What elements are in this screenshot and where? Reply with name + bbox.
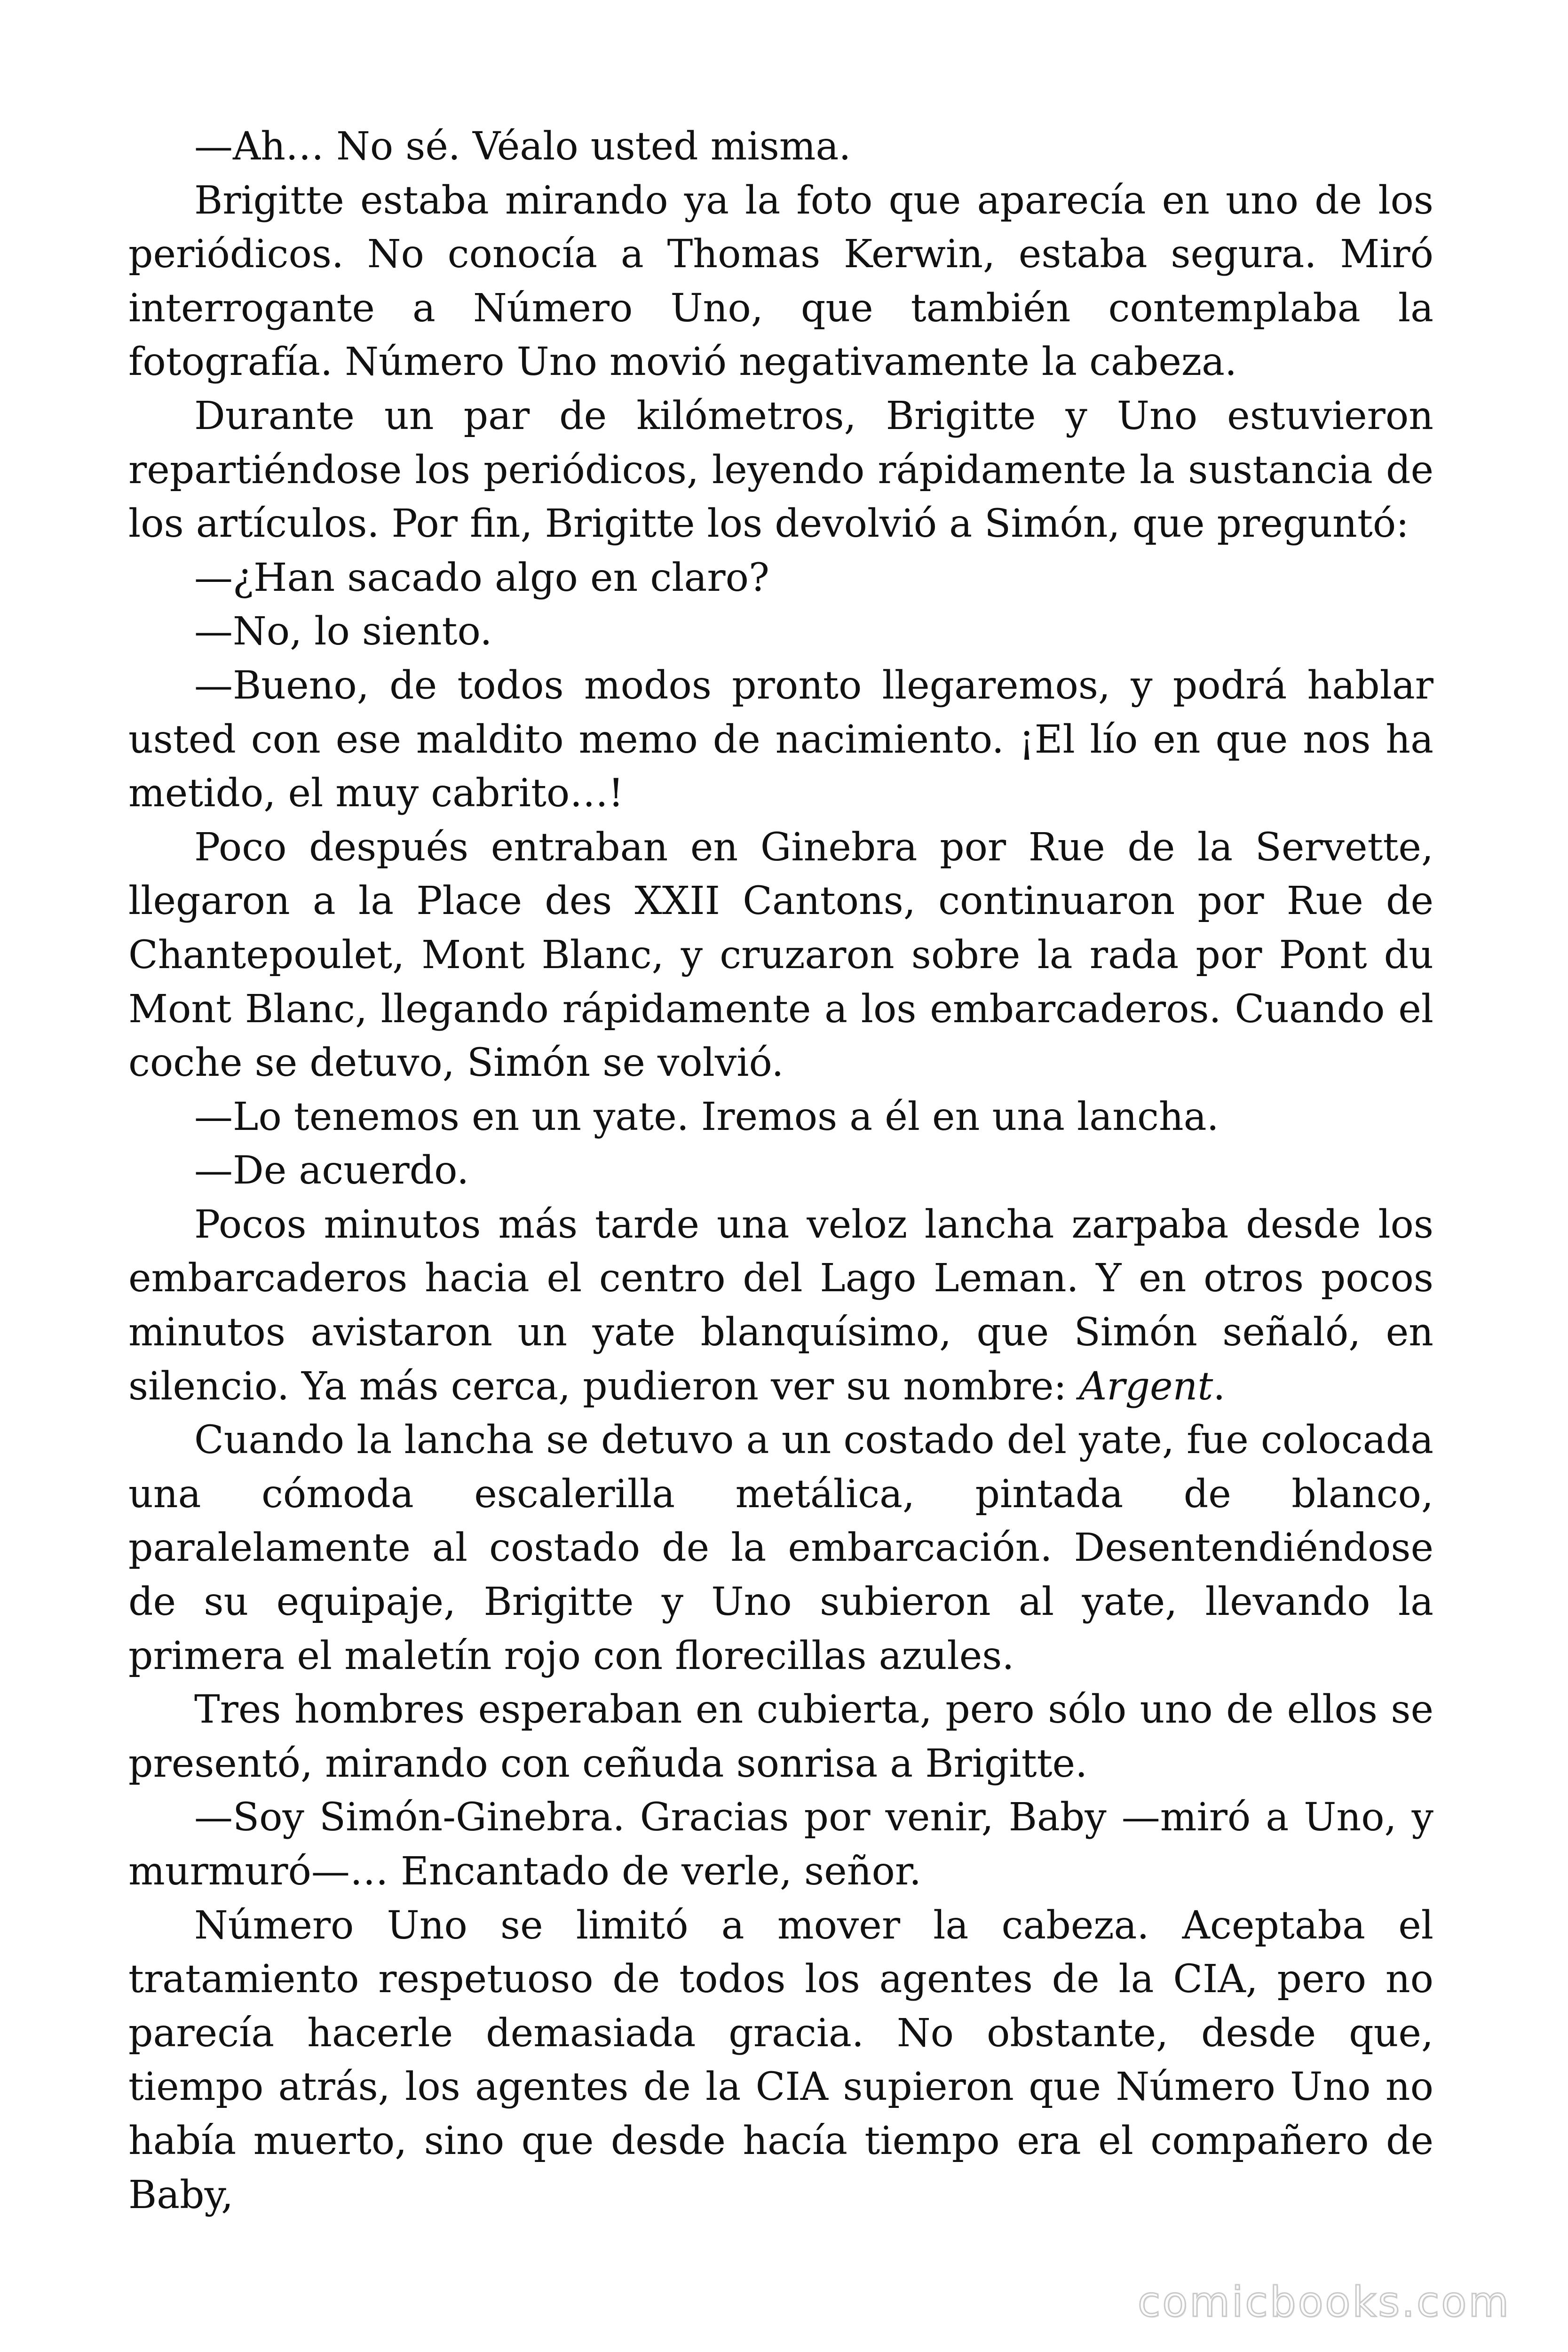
paragraph-11: Cuando la lancha se detuvo a un costado del yate, fue colocada una cómoda escalerilla metálica, pintada de blanco, paralelamente al costado de la embarcación. Desentendiéndose de su equipaje, Brigitte y Uno subieron al yate, llevando la primera el maletín rojo con florecillas azules.: [128, 1418, 1433, 1678]
paragraph-8: —Lo tenemos en un yate. Iremos a él en una lancha.: [194, 1094, 1219, 1139]
body-text: [128, 120, 1433, 2222]
yacht-name: Argent: [1079, 1364, 1213, 1409]
paragraph-4: —¿Han sacado algo en claro?: [194, 555, 769, 600]
paragraph-7: Poco después entraban en Ginebra por Rue de la Servette, llegaron a la Place des XXII Cantons, continuaron por Rue de Chantepoulet, Mont Blanc, y cruzaron sobre la rada por Pont du Mont Blanc, llegando rápidamente a los embarcaderos. Cuando el coche se detuvo, Simón se volvió.: [128, 825, 1433, 1086]
paragraph-5: —No, lo siento.: [194, 609, 492, 654]
paragraph-14: Número Uno se limitó a mover la cabeza. Aceptaba el tratamiento respetuoso de todos los agentes de la CIA, pero no parecía hacerle demasiada gracia. No obstante, desde que, tiempo atrás, los agentes de la CIA supieron que Número Uno no había muerto, sino que desde hacía tiempo era el compañero de Baby,: [128, 1903, 1433, 2217]
paragraph-6: —Bueno, de todos modos pronto llegaremos, y podrá hablar usted con ese maldito memo de nacimiento. ¡El lío en que nos ha metido, el muy cabrito…!: [128, 663, 1433, 816]
paragraph-10: [128, 1198, 1433, 1414]
paragraph-3: Durante un par de kilómetros, Brigitte y Uno estuvieron repartiéndose los periódicos, leyendo rápidamente la sustancia de los artículos. Por fin, Brigitte los devolvió a Simón, que preguntó:: [128, 393, 1433, 547]
watermark: comicbooks.com: [1137, 2278, 1511, 2326]
paragraph-1: —Ah… No sé. Véalo usted misma.: [194, 124, 851, 169]
paragraph-9: —De acuerdo.: [194, 1148, 469, 1193]
paragraph-2: Brigitte estaba mirando ya la foto que aparecía en uno de los periódicos. No conocía a Thomas Kerwin, estaba segura. Miró interrogante a Número Uno, que también contemplaba la fotografía. Número Uno movió negativamente la cabeza.: [128, 178, 1433, 385]
paragraph-12: Tres hombres esperaban en cubierta, pero sólo uno de ellos se presentó, mirando con ceñuda sonrisa a Brigitte.: [128, 1687, 1433, 1786]
paragraph-10-text: Pocos minutos más tarde una veloz lancha zarpaba desde los embarcaderos hacia el centro del Lago Leman. Y en otros pocos minutos avistaron un yate blanquísimo, que Simón señaló, en silencio. Ya más cerca, pudieron ver su nombre:: [128, 1202, 1433, 1409]
paragraph-13: —Soy Simón-Ginebra. Gracias por venir, Baby —miró a Uno, y murmuró—… Encantado de verle, señor.: [128, 1795, 1433, 1894]
paragraph-10-end: .: [1213, 1364, 1226, 1409]
